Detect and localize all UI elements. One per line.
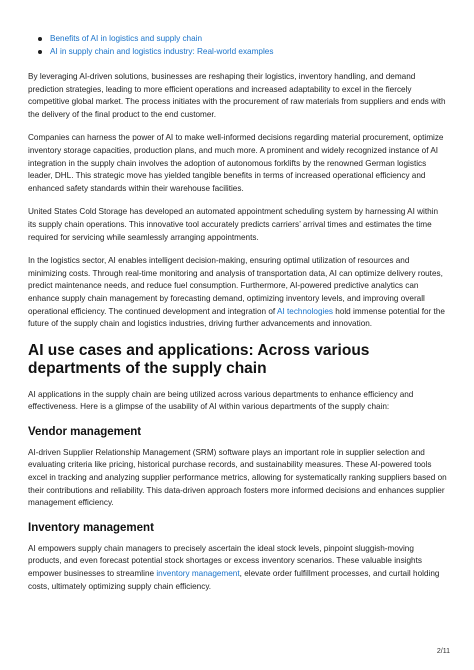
table-of-contents <box>28 32 448 58</box>
vendor-management-heading: Vendor management <box>28 425 142 438</box>
inventory-management-heading: Inventory management <box>28 521 154 534</box>
page-content <box>28 32 448 604</box>
vendor-management-text: AI-driven Supplier Relationship Management (SRM) software plays an important role in supplier selection and evaluating criteria like pricing, historical purchase records, and sustainability measures. These AI-powered tools excel in tracking and analyzing supplier performance metrics, allowing for systematically ranking suppliers based on their contributions and reliability. This data-driven approach fosters more informed decisions and enhances supplier management efficiency. <box>28 447 447 508</box>
ai-technologies-link[interactable]: AI technologies <box>276 306 333 316</box>
bullet-icon <box>38 37 42 41</box>
paragraph-logistics <box>28 255 448 331</box>
paragraph-dhl: Companies can harness the power of AI to make well-informed decisions regarding material procurement, optimize inventory storage capacities, production plans, and much more. A prominent and widely recognized instance of AI integration in the supply chain involves the adoption of autonomous forklifts by the renowned German logistics leader, DHL. This strategic move has yielded tangible benefits in terms of increased operational efficiency and enhanced safety standards within their warehouse facilities. <box>28 133 444 193</box>
paragraph-cold-storage: United States Cold Storage has developed an automated appointment scheduling system by harnessing AI within its supply chain operations. This innovative tool accurately predicts carriers’ arrival times and estimates the time required for servicing while seamlessly arranging appointments. <box>28 207 439 242</box>
toc-link-benefits[interactable]: Benefits of AI in logistics and supply chain <box>50 34 203 43</box>
toc-link-examples[interactable]: AI in supply chain and logistics industry: Real-world examples <box>50 47 274 56</box>
paragraph-logistics-text: In the logistics sector, AI enables intelligent decision-making, ensuring optimal utilization of resources and minimizing costs. Through real-time monitoring and analysis of transportation data, AI can optimize delivery routes, predict maintenance needs, and reduce fuel consumption. Furthermore, AI-powered predictive analytics can enhance supply chain management by forecasting demand, optimizing inventory levels, and improving overall operational efficiency. The continued development and integration of <box>28 256 443 316</box>
paragraph-departments: AI applications in the supply chain are being utilized across various departments to enhance efficiency and effectiveness. Here is a glimpse of the usability of AI within various departments of the supply chain: <box>28 389 414 412</box>
toc-item-benefits <box>38 32 448 45</box>
toc-item-examples <box>38 45 448 58</box>
section-heading: AI use cases and applications: Across various departments of the supply chain <box>28 341 370 377</box>
bullet-icon <box>38 50 42 54</box>
inventory-text-start: AI empowers supply chain managers to precisely ascertain the ideal stock levels, pinpoint sluggish-moving products, and even forecast potential stock shortages or excess inventory scenarios. These valuable insights empower businesses to streamline <box>28 543 422 579</box>
paragraph-logistics-text-end: hold immense potential for the future of the supply chain and logistics industries, driving further advancements and innovation. <box>28 306 445 329</box>
page-number: 2/11 <box>436 648 450 655</box>
paragraph-intro: By leveraging AI-driven solutions, businesses are reshaping their logistics, inventory handling, and demand prediction strategies, leading to more efficient operations and increased adaptability to excel in the fiercely competitive global market. The process initiates with the procurement of raw materials from suppliers and ends with the delivery of the final product to the end customer. <box>28 72 446 119</box>
inventory-management-text <box>28 543 448 593</box>
inventory-management-link[interactable]: inventory management <box>156 569 240 579</box>
inventory-text-end: , elevate order fulfillment processes, and curtail holding costs, ultimately optimizing supply chain efficiency. <box>28 569 440 591</box>
